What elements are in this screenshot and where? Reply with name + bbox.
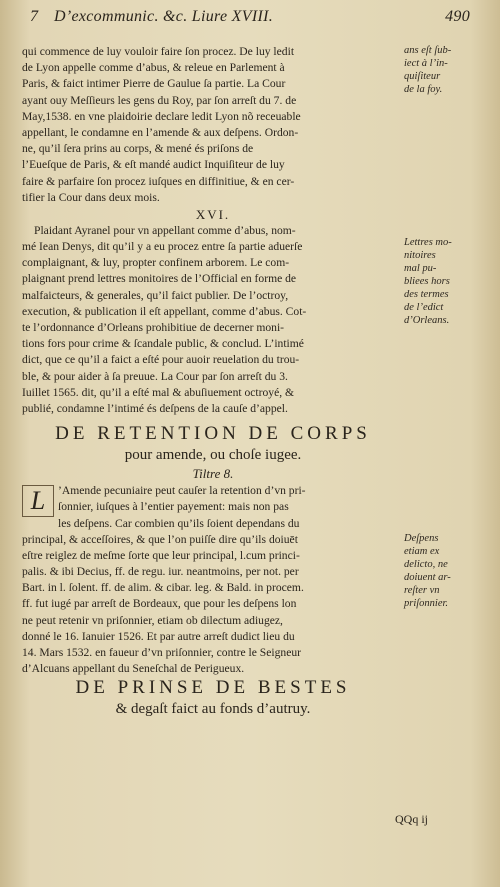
margin-line: doiuent ar- [404, 572, 451, 583]
text-line: principal, & acceſſoires, & que l’on puiſſe dire qu’ils doiuēt [22, 532, 298, 546]
text-line: Iuillet 1565. dit, qu’il a eſté mal & abuſiuement octroyé, & [22, 385, 295, 399]
paragraph-3 [22, 483, 404, 677]
margin-line: priſonnier. [404, 598, 449, 609]
text-line: donné le 16. Ianuier 1526. Et par autre arreſt dudict lieu du [22, 629, 295, 643]
title-number: Tiltre 8. [192, 466, 234, 482]
paragraph-2 [22, 223, 404, 417]
margin-line: d’Orleans. [404, 315, 450, 326]
section-number: XVI. [195, 206, 231, 222]
margin-line: des termes [404, 289, 449, 300]
text-line: de Lyon appelle comme d’abus, & releue en Parlement à [22, 61, 285, 75]
text-line: Paris, & faict intimer Pierre de Gaulue ſa partie. La Cour [22, 77, 286, 91]
text-line: ne peut retenir vn priſonnier, etiam ob dilectum adiugez, [22, 613, 283, 627]
running-header [30, 8, 470, 30]
paragraph-1 [22, 44, 404, 206]
text-line: ble, & pour aider à ſa preuue. La Cour par ſon arreſt du 3. [22, 369, 288, 383]
text-line: mé Iean Denys, dit qu’il y a eu procez entre ſa partie aduerſe [22, 240, 303, 254]
text-line: plaignant prend lettres monitoires de l’Official en forme de [22, 272, 297, 286]
text-line: les deſpens. Car combien qu’ils ſoient dependans du [58, 516, 300, 530]
text-line: ſonnier, iuſques à l’entier payement: mais non pas [58, 500, 289, 514]
margin-line: bliees hors [404, 276, 450, 287]
text-line: May,1538. en vne plaidoirie declare ledit Lyon nõ receuable [22, 109, 301, 123]
text-line: appellant, le condamne en l’amende & aux deſpens. Ordon- [22, 125, 299, 139]
text-line: palis. & ibi Decius, ff. de regu. iur. neantmoins, per not. per [22, 565, 299, 579]
margin-line: iect à l’in- [404, 58, 448, 69]
margin-line: ans eſt ſub- [404, 45, 452, 56]
text-line: execution, & publication il eſt appellant, comme d’abus. Cot- [22, 304, 307, 318]
section-subheading: pour amende, ou choſe iugee. [124, 447, 302, 464]
text-line: l’Eueſque de Paris, & eſt mandé audict Inquiſiteur de luy [22, 158, 285, 172]
page-number: 7 [30, 8, 39, 25]
marginal-note-2 [404, 236, 496, 327]
text-line: dict, que ce qu’il a faict a eſté pour auoir reuelation du trou- [22, 353, 300, 367]
margin-line: etiam ex [404, 546, 440, 557]
text-line: Bart. in l. ſolent. ff. de alim. & cibar. leg. & Bald. in procem. [22, 581, 304, 595]
text-line: tions fors pour crime & ſcandale public, & conclud. L’intimé [22, 337, 304, 351]
margin-line: Deſpens [404, 533, 439, 544]
text-line: ’Amende pecuniaire peut cauſer la retention d’vn pri- [58, 484, 306, 498]
text-line: Plaidant Ayranel pour vn appellant comme d’abus, nom- [34, 223, 296, 237]
main-text-column [22, 44, 404, 719]
next-section-heading: DE PRINSE DE BESTES [75, 677, 351, 699]
margin-line: de l’edict [404, 302, 444, 313]
margin-line: nitoires [404, 250, 436, 261]
margin-line: delicto, ne [404, 559, 448, 570]
next-section-subheading: & degaſt faict au fonds d’autruy. [115, 701, 311, 718]
text-line: publié, condamne l’intimé és deſpens de la cauſe d’appel. [22, 401, 288, 415]
text-line: tifier la Cour dans deux mois. [22, 190, 160, 204]
text-line: faire & parfaire ſon procez iuſques en diffinitiue, & en cer- [22, 174, 295, 188]
text-line: ayant ouy Meſſieurs les gens du Roy, par ſon arreſt du 7. de [22, 93, 297, 107]
text-line: eſtre reiglez de meſme ſorte que leur principal, l.cum princi- [22, 548, 300, 562]
margin-line: reſter vn [404, 585, 440, 596]
text-line: complaignant, & luy, propter confinem arborem. Le com- [22, 256, 290, 270]
drop-cap: L [22, 485, 54, 517]
running-title: D’excommunic. &c. Liure XVIII. [54, 8, 273, 25]
folio-number: 490 [445, 8, 470, 25]
text-line: ne, qu’il ſera prins au corps, & mené és priſons de [22, 142, 254, 156]
margin-line: Lettres mo- [404, 237, 452, 248]
margin-line: quiſiteur [404, 71, 441, 82]
marginal-note-1 [404, 44, 496, 96]
margin-line: de la foy. [404, 84, 443, 95]
text-line: 14. Mars 1532. en faueur d’vn priſonnier, contre le Seigneur [22, 646, 301, 659]
marginal-note-3 [404, 532, 496, 610]
catchword-signature: QQq ij [395, 812, 428, 826]
text-line: qui commence de luy vouloir faire ſon procez. De luy ledit [22, 45, 295, 58]
text-line: ff. fut iugé par arreſt de Bordeaux, que pour les deſpens lon [22, 597, 297, 611]
margin-line: mal pu- [404, 263, 437, 274]
text-line: malfaicteurs, & generales, qu’il faict publier. De l’octroy, [22, 288, 289, 302]
text-line: te l’ordonnance d’Orleans prohibitiue de decerner moni- [22, 321, 285, 334]
text-line: d’Alcuans appellant du Seneſchal de Perigueux. [22, 662, 245, 676]
section-heading: DE RETENTION DE CORPS [55, 423, 371, 445]
